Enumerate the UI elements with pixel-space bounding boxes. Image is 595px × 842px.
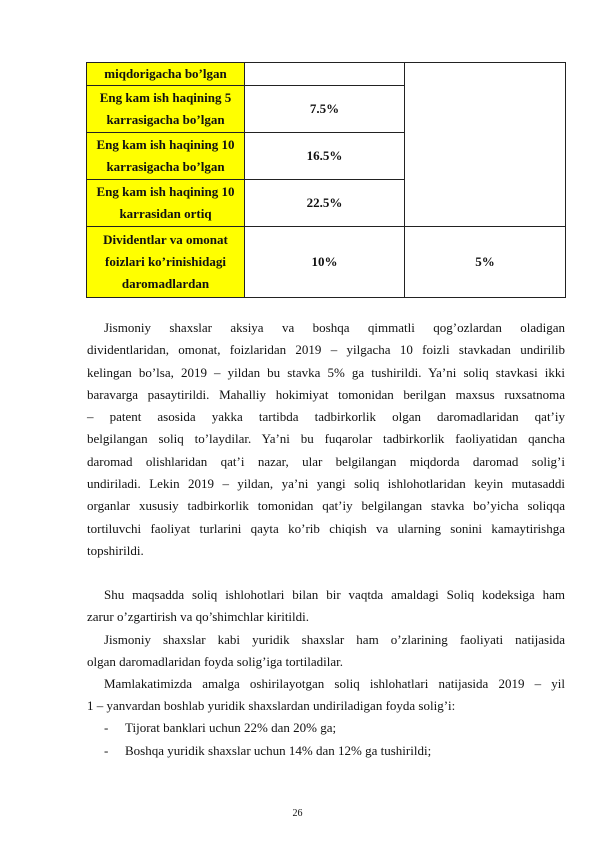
text-line: zarur o’zgartirish va qo’shimchlar kiritildi.: [87, 609, 310, 625]
row-label: Eng kam ish haqining 10 karrasidan ortiq: [87, 180, 245, 227]
paragraph-profit-tax: [87, 673, 565, 718]
page-number: 26: [292, 808, 303, 819]
text-line: Jismoniy shaxslar aksiya va boshqa qimmatli qog’ozlardan oladigan: [104, 320, 565, 335]
text-line: Mamlakatimizda amalga oshirilayotgan soliq ishlohatlari natijasida 2019 – yil: [104, 676, 565, 691]
rate-value: 7.5%: [245, 86, 405, 133]
text-line: daromad olishlaridan qat’i nazar, ular belgilangan miqdorda daromad solig’i: [87, 453, 565, 469]
text-line: baravarga pasaytirildi. Mahalliy hokimiyat tomonidan berilgan maxsus ruxsatnoma: [87, 386, 565, 402]
list-marker: -: [104, 743, 109, 758]
rate-value: 10%: [245, 227, 405, 298]
paragraph-legal-entities: [87, 629, 565, 674]
list-item: [104, 740, 431, 762]
table-row: [87, 63, 566, 86]
list-marker: -: [104, 720, 109, 735]
table-row: [87, 227, 566, 298]
text-line: belgilangan soliq to’laydilar. Ya’ni bu fuqarolar tadbirkorlik faoliyatidan qancha: [87, 431, 565, 447]
text-line: organlar xususiy tadbirkorlik tomonidan qat’iy belgilangan stavka bo’yicha soliqqa: [87, 498, 565, 514]
text-line: kelingan bo’lsa, 2019 – yildan bu stavka 5% ga tushirildi. Ya’ni soliq stavkasi ikki: [87, 364, 565, 380]
list-item: [104, 717, 336, 739]
text-line: topshirildi.: [87, 542, 144, 558]
row-label: Dividentlar va omonat foizlari ko’rinishidagi daromadlardan: [87, 227, 245, 298]
rate-value-new: 5%: [405, 227, 566, 298]
text-line: Shu maqsadda soliq ishlohotlari bilan bir vaqtda amaldagi Soliq kodeksiga ham: [104, 587, 565, 602]
row-label: Eng kam ish haqining 5 karrasigacha bo’lgan: [87, 86, 245, 133]
rate-value: 16.5%: [245, 133, 405, 180]
text-line: undiriladi. Lekin 2019 – yildan, ya’ni yangi soliq ishlohotlaridan keyin mutasaddi: [87, 476, 565, 492]
rate-value: [245, 63, 405, 86]
paragraph-tax-code: [87, 584, 565, 629]
text-line: 1 – yanvardan boshlab yuridik shaxslardan undiriladigan foyda solig’i:: [87, 698, 456, 714]
text-line: Jismoniy shaxslar kabi yuridik shaxslar ham o’zlarining faoliyati natijasida: [104, 632, 565, 647]
text-line: dividentlaridan, omonat, foizlaridan 2019 – yilgacha 10 foizli stavkadan undirilib: [87, 342, 565, 358]
list-item-text: Boshqa yuridik shaxslar uchun 14% dan 12% ga tushirildi;: [125, 743, 432, 758]
row-label: Eng kam ish haqining 10 karrasigacha bo’lgan: [87, 133, 245, 180]
text-line: olgan daromadlaridan foyda solig’iga tortiladilar.: [87, 654, 343, 670]
paragraph-dividends: [87, 317, 565, 562]
tax-rate-table: [86, 62, 566, 298]
rate-value: 22.5%: [245, 180, 405, 227]
text-line: tortiluvchi faoliyat turlarini qayta ko’rib chiqish va ularning sonini kamaytirishga: [87, 520, 565, 536]
list-item-text: Tijorat banklari uchun 22% dan 20% ga;: [125, 720, 337, 735]
text-line: – patent asosida yakka tartibda tadbirkorlik olgan daromadlaridan qat’iy: [87, 409, 565, 425]
empty-merged-cell: [405, 63, 566, 227]
row-label: miqdorigacha bo’lgan: [87, 63, 245, 86]
